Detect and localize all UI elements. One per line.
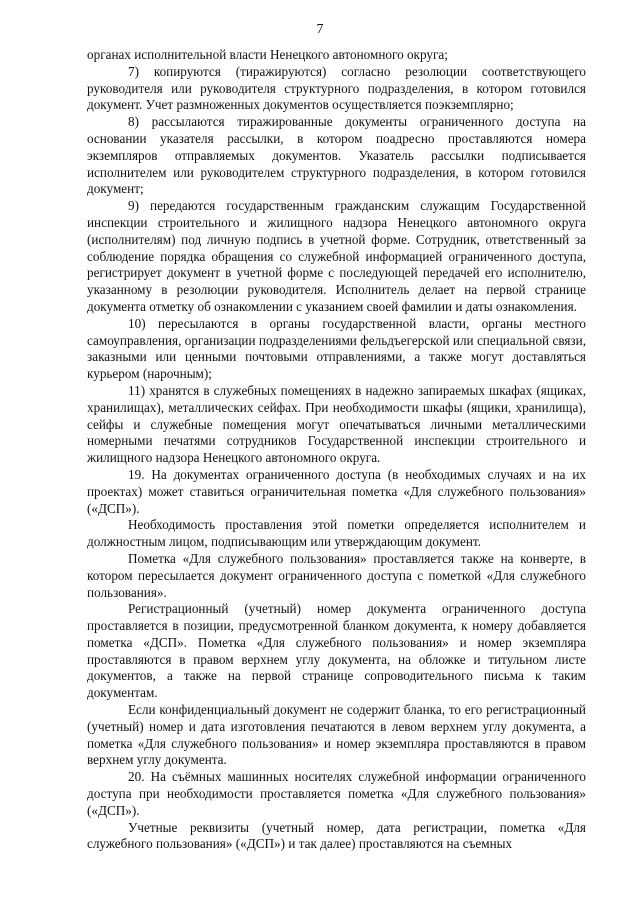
paragraph-envelope-marking: Пометка «Для служебного пользования» проставляется также на конверте, в котором пересылается документ ограниченного доступа с пометкой «Для служебного пользования».	[87, 550, 586, 600]
paragraph-item-9: 9) передаются государственным гражданским служащим Государственной инспекции строительного и жилищного надзора Ненецкого автономного округа (исполнителям) под личную подпись в учетной форме. Сотрудник, ответственный за соблюдение порядка обращения со служебной информацией ограниченного доступа, регистрирует документ в учетной форме с последующей передачей его исполнителю, указанному в резолюции руководителя. Исполнитель делает на первой странице документа отметку об ознакомлении с указанием своей фамилии и даты ознакомления.	[87, 198, 586, 314]
paragraph-no-letterhead: Если конфиденциальный документ не содержит бланка, то его регистрационный (учетный) номер и дата изготовления печатаются в левом верхнем углу документа, а пометка «Для служебного пользования» и номер экземпляра проставляются в правом верхнем углу документа.	[87, 702, 586, 768]
paragraph-item-10: 10) пересылаются в органы государственной власти, органы местного самоуправления, организации подразделениями фельдъегерской или специальной связи, заказными или ценными почтовыми отправлениями, а также могут доставляться курьером (нарочным);	[87, 315, 586, 382]
paragraph-item-8: 8) рассылаются тиражированные документы ограниченного доступа на основании указателя рассылки, в котором поадресно проставляются номера экземпляров отправляемых документов. Указатель рассылки подписывается исполнителем или руководителем структурного подразделения, в котором готовился документ;	[87, 114, 586, 197]
paragraph-continuation: органах исполнительной власти Ненецкого автономного округа;	[87, 47, 448, 62]
paragraph-section-20: 20. На съёмных машинных носителях служебной информации ограниченного доступа при необходимости проставляется пометка «Для служебного пользования» («ДСП»).	[87, 769, 586, 818]
page-number: 7	[316, 22, 324, 37]
document-body	[87, 47, 586, 853]
paragraph-section-19: 19. На документах ограниченного доступа (в необходимых случаях и на их проектах) может ставиться ограничительная пометка «Для служебного пользования» («ДСП»).	[87, 466, 586, 516]
paragraph-item-11: 11) хранятся в служебных помещениях в надежно запираемых шкафах (ящиках, хранилищах), металлических сейфах. При необходимости шкафы (ящики, хранилища), сейфы и служебные помещения могут опечатываться личными металлическими номерными печатями сотрудников Государственной инспекции строительного и жилищного надзора Ненецкого автономного округа.	[87, 382, 586, 466]
paragraph-registration-number: Регистрационный (учетный) номер документа ограниченного доступа проставляется в позиции, предусмотренной бланком документа, к номеру добавляется пометка «ДСП». Пометка «Для служебного пользования» и номер экземпляра проставляются в правом верхнем углу документа, на обложке и титульном листе документов, а также на первой странице сопроводительного письма к таким документам.	[87, 601, 586, 701]
paragraph-marking-necessity: Необходимость проставления этой пометки определяется исполнителем и должностным лицом, подписывающим или утверждающим документ.	[87, 517, 586, 550]
paragraph-item-7: 7) копируются (тиражируются) согласно резолюции соответствующего руководителя или руководителя структурного подразделения, в котором готовился документ. Учет размноженных документов осуществляется поэкземплярно;	[87, 63, 586, 113]
paragraph-accounting-details: Учетные реквизиты (учетный номер, дата регистрации, пометка «Для служебного пользования» («ДСП») и так далее) проставляются на съемных	[87, 819, 586, 852]
